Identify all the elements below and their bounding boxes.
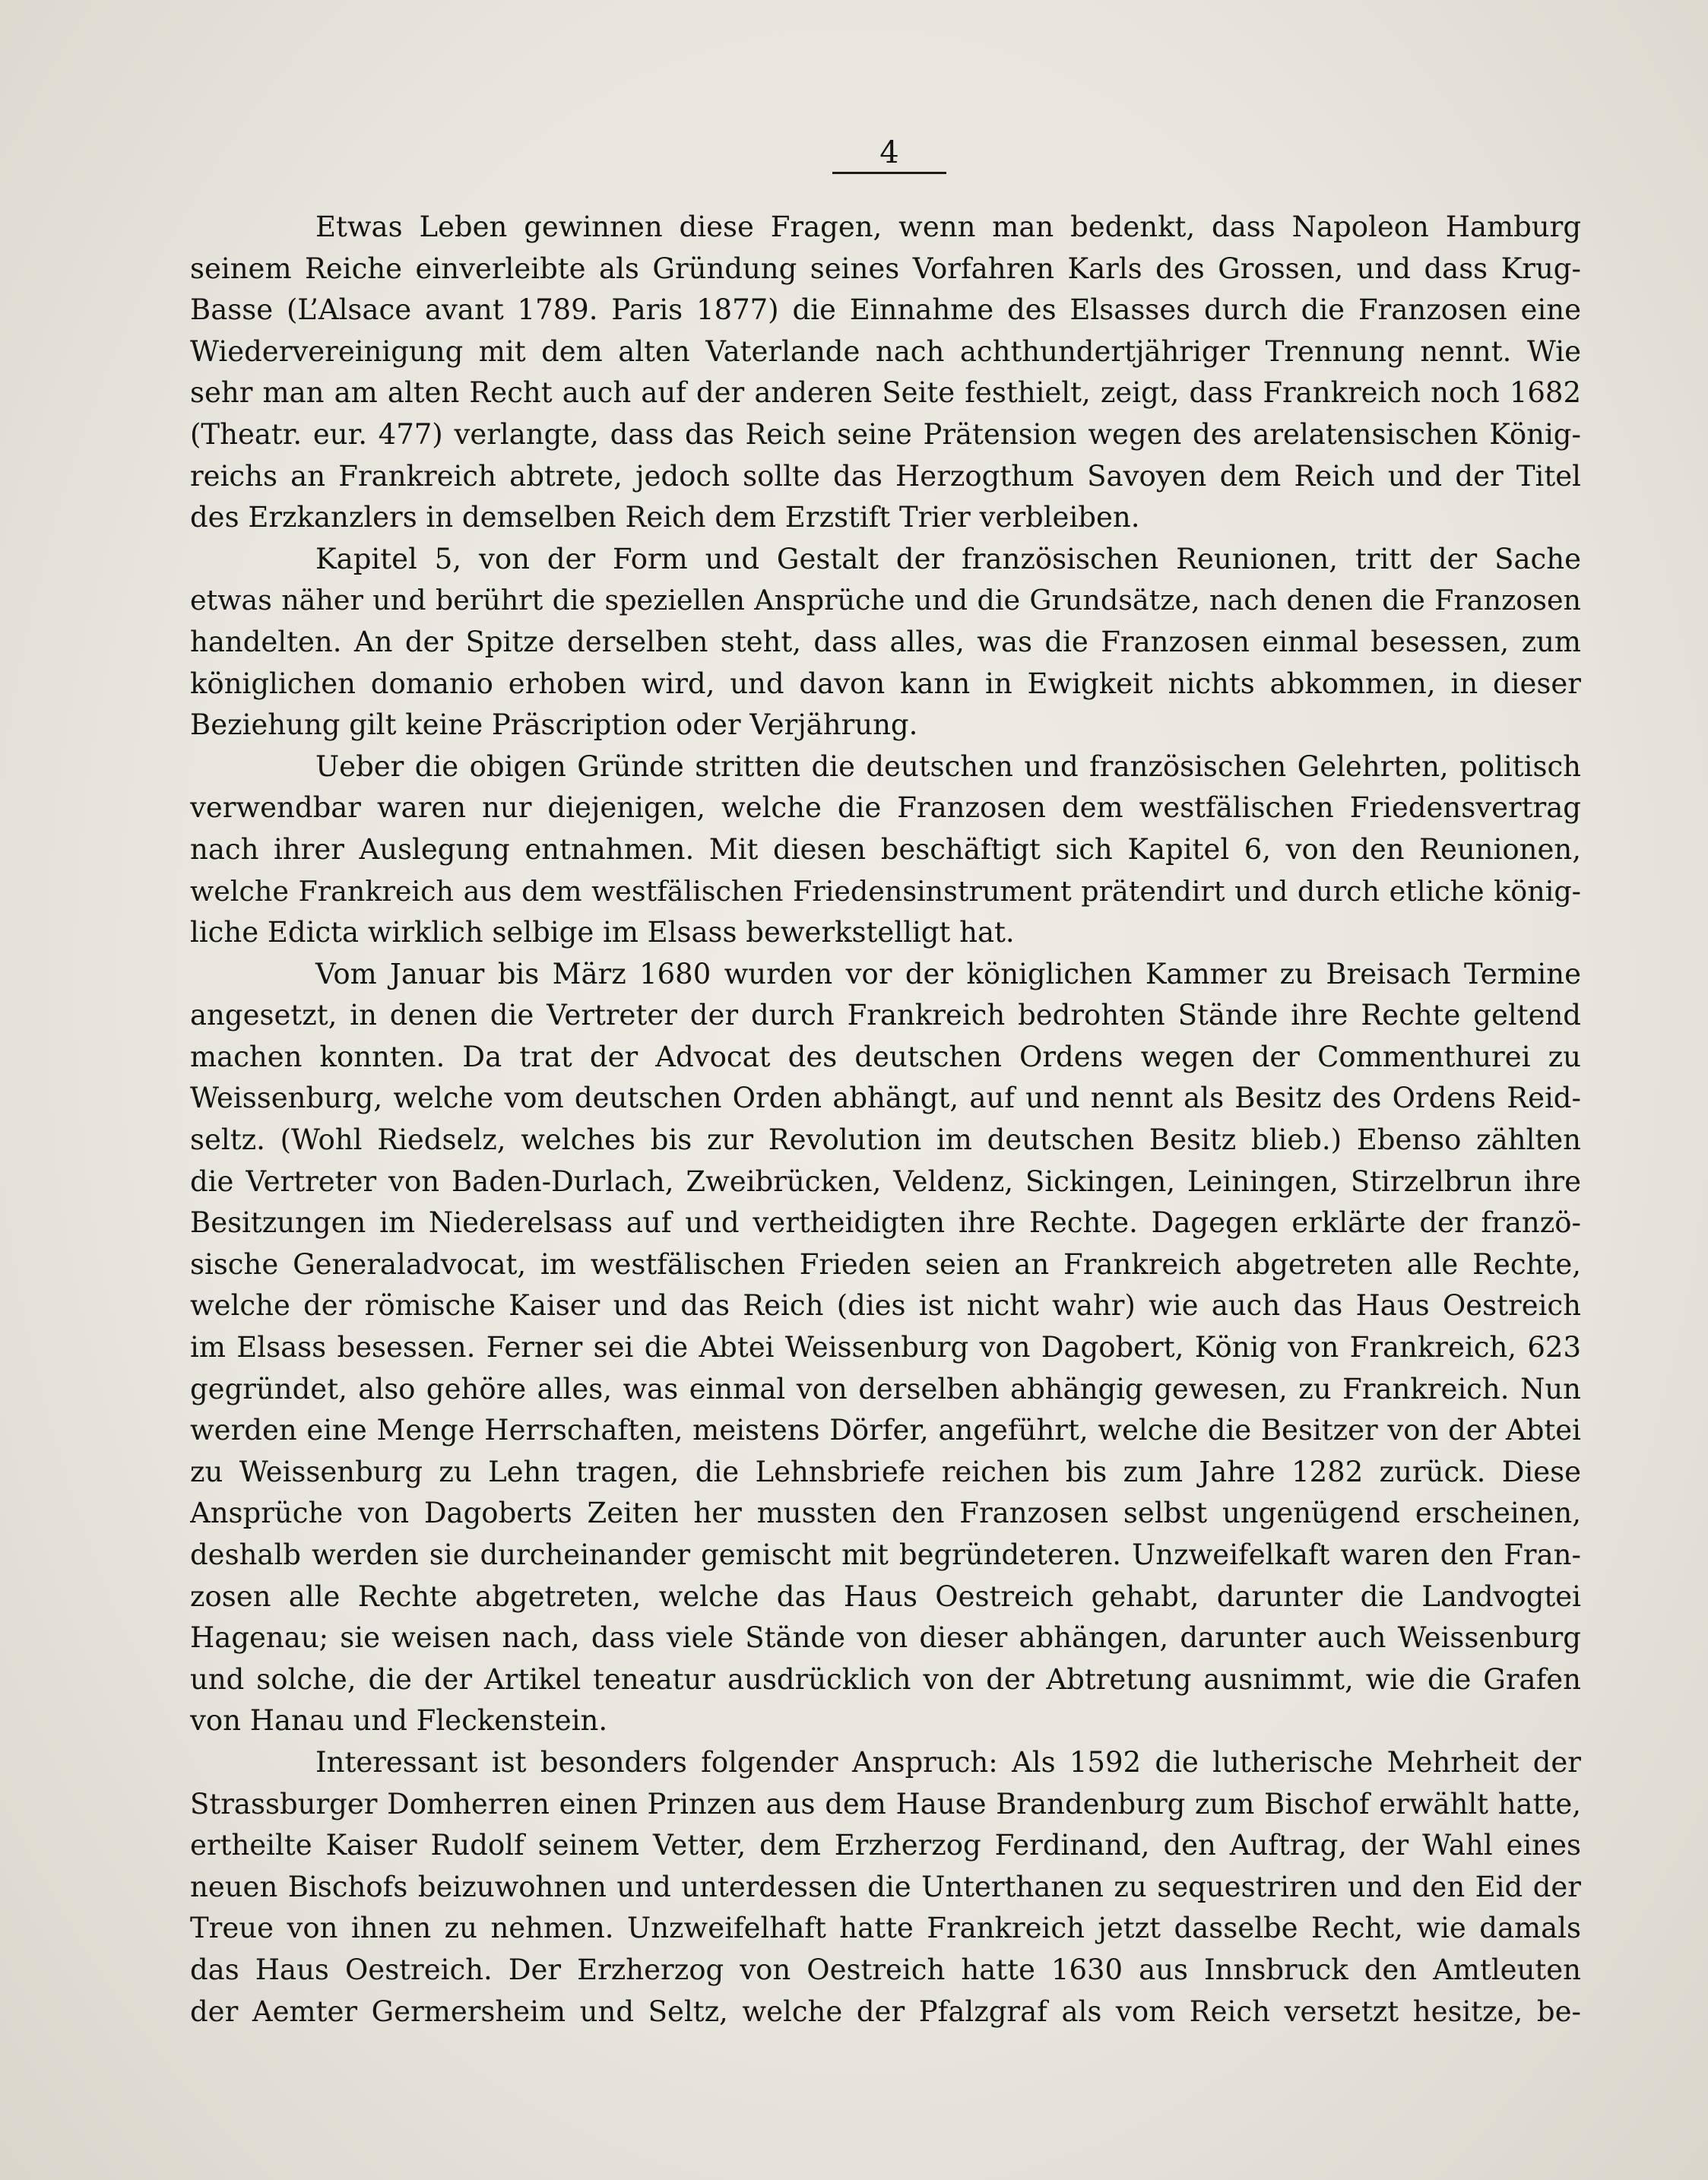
text-line: angesetzt, in denen die Vertreter der durch Frankreich bedrohten Stände ihre Rechte geltend: [190, 999, 1581, 1032]
page-number: 4: [879, 135, 899, 170]
text-line: etwas näher und berührt die speziellen Ansprüche und die Grundsätze, nach denen die Franzosen: [190, 584, 1581, 617]
text-line: Interessant ist besonders folgender Anspruch: Als 1592 die lutherische Mehrheit der: [315, 1745, 1581, 1779]
body-text: [190, 207, 1581, 2033]
page-number-underline: [832, 172, 946, 174]
text-line: sische Generaladvocat, im westfälischen Frieden seien an Frankreich abgetreten alle Rechte,: [190, 1247, 1581, 1281]
text-line: reichs an Frankreich abtrete, jedoch sollte das Herzogthum Savoyen dem Reich und der Titel: [190, 459, 1581, 493]
text-line: Wiedervereinigung mit dem alten Vaterlande nach achthundertjähriger Trennung nennt. Wie: [190, 334, 1581, 368]
text-line: Beziehung gilt keine Präscription oder Verjährung.: [190, 708, 918, 742]
text-line: sehr man am alten Recht auch auf der anderen Seite festhielt, zeigt, dass Frankreich noch 1682: [190, 376, 1581, 410]
text-line: der Aemter Germersheim und Seltz, welche der Pfalzgraf als vom Reich versetzt hesitze, be-: [190, 1995, 1581, 2028]
text-line: deshalb werden sie durcheinander gemischt mit begründeteren. Unzweifelkaft waren den Fran-: [190, 1538, 1581, 1571]
text-line: des Erzkanzlers in demselben Reich dem Erzstift Trier verbleiben.: [190, 501, 1140, 534]
text-line: handelten. An der Spitze derselben steht, dass alles, was die Franzosen einmal besessen, zum: [190, 625, 1581, 658]
text-line: Kapitel 5, von der Form und Gestalt der französischen Reunionen, tritt der Sache: [315, 542, 1581, 575]
paragraph: [190, 746, 1581, 954]
text-line: Besitzungen im Niederelsass auf und vertheidigten ihre Rechte. Dagegen erklärte der franzö-: [190, 1206, 1581, 1240]
text-line: gegründet, also gehöre alles, was einmal von derselben abhängig gewesen, zu Frankreich. Nun: [190, 1372, 1581, 1405]
text-line: Treue von ihnen zu nehmen. Unzweifelhaft hatte Frankreich jetzt dasselbe Recht, wie damals: [190, 1912, 1581, 1945]
text-line: Weissenburg, welche vom deutschen Orden abhängt, auf und nennt als Besitz des Ordens Reid-: [190, 1082, 1581, 1115]
text-line: Ansprüche von Dagoberts Zeiten her mussten den Franzosen selbst ungenügend erscheinen,: [190, 1497, 1581, 1530]
text-line: seltz. (Wohl Riedselz, welches bis zur Revolution im deutschen Besitz blieb.) Ebenso zählten: [190, 1123, 1581, 1157]
text-line: die Vertreter von Baden-Durlach, Zweibrücken, Veldenz, Sickingen, Leiningen, Stirzelbrun ihre: [190, 1164, 1581, 1198]
text-line: Vom Januar bis März 1680 wurden vor der königlichen Kammer zu Breisach Termine: [315, 957, 1581, 990]
text-line: Hagenau; sie weisen nach, dass viele Stände von dieser abhängen, darunter auch Weissenburg: [190, 1621, 1581, 1655]
text-line: seinem Reiche einverleibte als Gründung seines Vorfahren Karls des Grossen, und dass Krug-: [190, 252, 1581, 285]
text-line: und solche, die der Artikel teneatur ausdrücklich von der Abtretung ausnimmt, wie die Grafen: [190, 1662, 1581, 1696]
text-line: welche Frankreich aus dem westfälischen Friedensinstrument prätendirt und durch etliche könig-: [190, 874, 1581, 908]
paragraph: [190, 207, 1581, 539]
text-line: zosen alle Rechte abgetreten, welche das Haus Oestreich gehabt, darunter die Landvogtei: [190, 1580, 1581, 1613]
text-line: welche der römische Kaiser und das Reich (dies ist nicht wahr) wie auch das Haus Oestreich: [190, 1289, 1581, 1323]
text-line: das Haus Oestreich. Der Erzherzog von Oestreich hatte 1630 aus Innsbruck den Amtleuten: [190, 1953, 1581, 1986]
text-line: königlichen domanio erhoben wird, und davon kann in Ewigkeit nichts abkommen, in dieser: [190, 667, 1581, 700]
text-line: Ueber die obigen Gründe stritten die deutschen und französischen Gelehrten, politisch: [315, 749, 1581, 783]
text-line: Strassburger Domherren einen Prinzen aus dem Hause Brandenburg zum Bischof erwählt hatte,: [190, 1787, 1581, 1820]
text-line: von Hanau und Fleckenstein.: [190, 1704, 608, 1738]
text-line: Basse (L’Alsace avant 1789. Paris 1877) die Einnahme des Elsasses durch die Franzosen eine: [190, 293, 1581, 327]
paragraph: [190, 954, 1581, 1742]
paragraph: [190, 1742, 1581, 2033]
text-line: verwendbar waren nur diejenigen, welche die Franzosen dem westfälischen Friedensvertrag: [190, 791, 1581, 825]
text-line: Etwas Leben gewinnen diese Fragen, wenn man bedenkt, dass Napoleon Hamburg: [315, 211, 1581, 243]
text-line: im Elsass besessen. Ferner sei die Abtei Weissenburg von Dagobert, König von Frankreich, 623: [190, 1331, 1581, 1364]
text-line: werden eine Menge Herrschaften, meistens Dörfer, angeführt, welche die Besitzer von der Abtei: [190, 1414, 1581, 1447]
text-line: ertheilte Kaiser Rudolf seinem Vetter, dem Erzherzog Ferdinand, den Auftrag, der Wahl eines: [190, 1829, 1581, 1862]
text-line: nach ihrer Auslegung entnahmen. Mit diesen beschäftigt sich Kapitel 6, von den Reunionen,: [190, 832, 1581, 866]
text-line: neuen Bischofs beizuwohnen und unterdessen die Unterthanen zu sequestriren und den Eid der: [190, 1870, 1581, 1903]
text-line: machen konnten. Da trat der Advocat des deutschen Ordens wegen der Commenthurei zu: [190, 1040, 1581, 1073]
paragraph: [190, 539, 1581, 746]
text-line: zu Weissenburg zu Lehn tragen, die Lehnsbriefe reichen bis zum Jahre 1282 zurück. Diese: [190, 1455, 1581, 1488]
text-line: (Theatr. eur. 477) verlangte, dass das Reich seine Prätension wegen des arelatensischen König-: [190, 417, 1581, 451]
text-line: liche Edicta wirklich selbige im Elsass bewerkstelligt hat.: [190, 916, 1015, 949]
